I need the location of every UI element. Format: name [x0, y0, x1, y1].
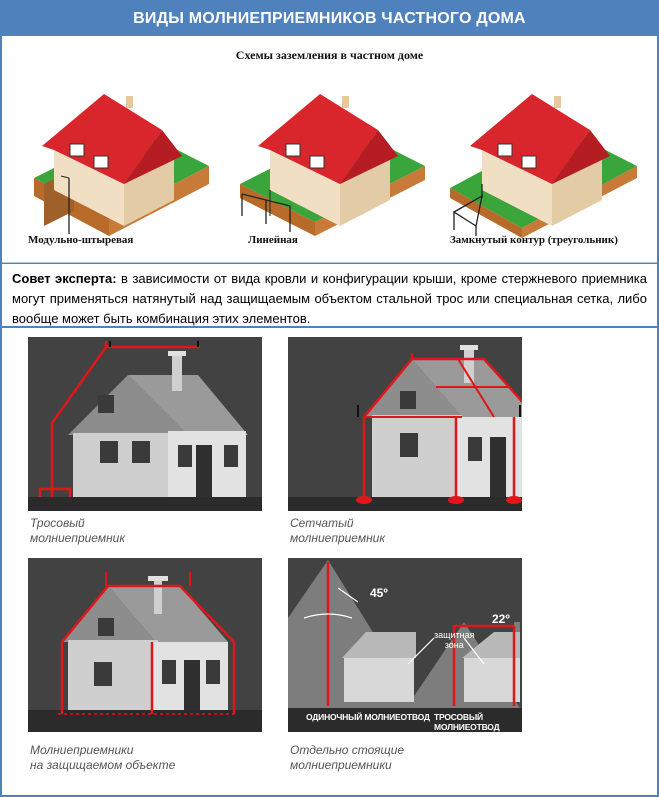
panel-receivers-on-object — [28, 558, 262, 732]
separate-receivers-illustration — [288, 558, 522, 732]
expert-tip — [2, 263, 657, 328]
grounding-schemes — [2, 36, 657, 263]
caption-mesh-receiver: Сетчатый молниеприемник — [290, 516, 386, 545]
protection-zone-label: защитная зона — [434, 630, 475, 650]
scheme-label-linear: Линейная — [248, 234, 298, 246]
caption-cable-receiver: Тросовый молниеприемник — [30, 516, 126, 545]
angle-22-label: 22º — [492, 612, 510, 626]
expert-tip-lead: Совет эксперта: — [12, 271, 117, 286]
page-title: ВИДЫ МОЛНИЕПРИЕМНИКОВ ЧАСТНОГО ДОМА — [2, 2, 657, 36]
angle-45-label: 45º — [370, 586, 388, 600]
caption-receivers-on-object: Молниеприемники на защищаемом объекте — [30, 743, 176, 772]
panel-mesh-receiver — [288, 337, 522, 511]
panel-separate-receivers — [288, 558, 522, 732]
scheme-linear-illustration — [230, 66, 430, 238]
scheme-modular-pin-illustration — [14, 66, 214, 238]
scheme-label-closed-loop: Замкнутый контур (треугольник) — [450, 234, 618, 246]
caption-separate-receivers: Отдельно стоящие молниеприемники — [290, 743, 405, 772]
cable-rod-label: ТРОСОВЫЙ МОЛНИЕОТВОД — [434, 712, 500, 732]
schemes-title: Схемы заземления в частном доме — [235, 48, 424, 62]
panel-cable-receiver — [28, 337, 262, 511]
scheme-closed-loop-illustration — [442, 66, 642, 238]
scheme-label-modular-pin: Модульно-штыревая — [28, 234, 134, 246]
single-rod-label: ОДИНОЧНЫЙ МОЛНИЕОТВОД — [306, 712, 430, 722]
expert-tip-text: в зависимости от вида кровли и конфигурации крыши, кроме стержневого приемника могут применяться натянутый над защищаемым объектом стальной трос или специальная сетка, либо вообще может быть комбинация этих элементов. — [12, 271, 647, 326]
